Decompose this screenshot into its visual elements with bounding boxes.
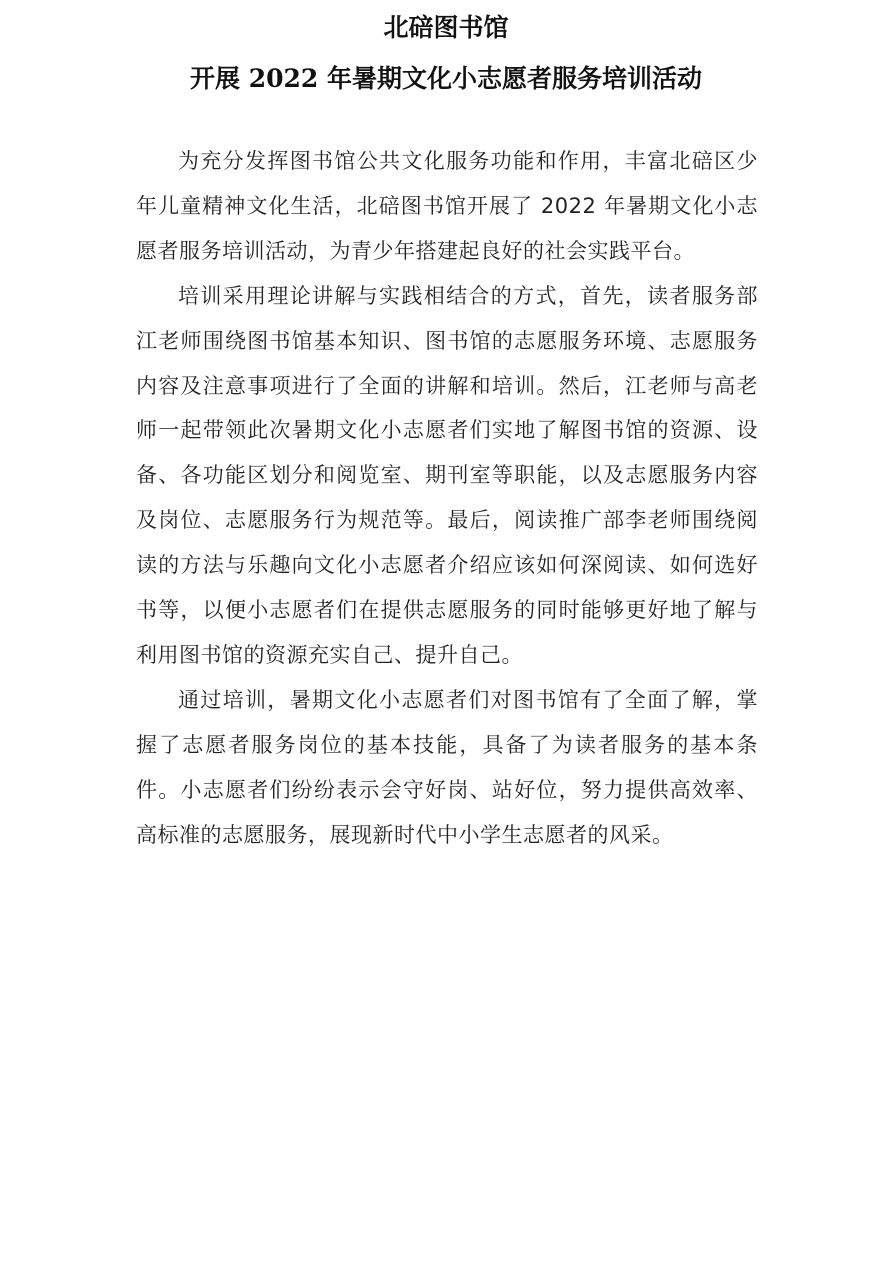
title-library-name: 北碚图书馆 [383, 13, 509, 42]
paragraph-intro: 为充分发挥图书馆公共文化服务功能和作用，丰富北碚区少年儿童精神文化生活，北碚图书馆开展了 2022 年暑期文化小志愿者服务培训活动，为青少年搭建起良好的社会实践平台。 [136, 149, 758, 263]
document-title [0, 8, 892, 99]
paragraph-training-content: 培训采用理论讲解与实践相结合的方式，首先，读者服务部江老师围绕图书馆基本知识、图书馆的志愿服务环境、志愿服务内容及注意事项进行了全面的讲解和培训。然后，江老师与高老师一起带领此次暑期文化小志愿者们实地了解图书馆的资源、设备、各功能区划分和阅览室、期刊室等职能，以及志愿服务内容及岗位、志愿服务行为规范等。最后，阅读推广部李老师围绕阅读的方法与乐趣向文化小志愿者介绍应该如何深阅读、如何选好书等，以便小志愿者们在提供志愿服务的同时能够更好地了解与利用图书馆的资源充实自己、提升自己。 [136, 283, 758, 667]
paragraph-outcome: 通过培训，暑期文化小志愿者们对图书馆有了全面了解，掌握了志愿者服务岗位的基本技能，具备了为读者服务的基本条件。小志愿者们纷纷表示会守好岗、站好位，努力提供高效率、高标准的志愿服务，展现新时代中小学生志愿者的风采。 [136, 687, 758, 847]
title-event-name: 开展 2022 年暑期文化小志愿者服务培训活动 [190, 64, 702, 93]
document-body [136, 139, 758, 858]
